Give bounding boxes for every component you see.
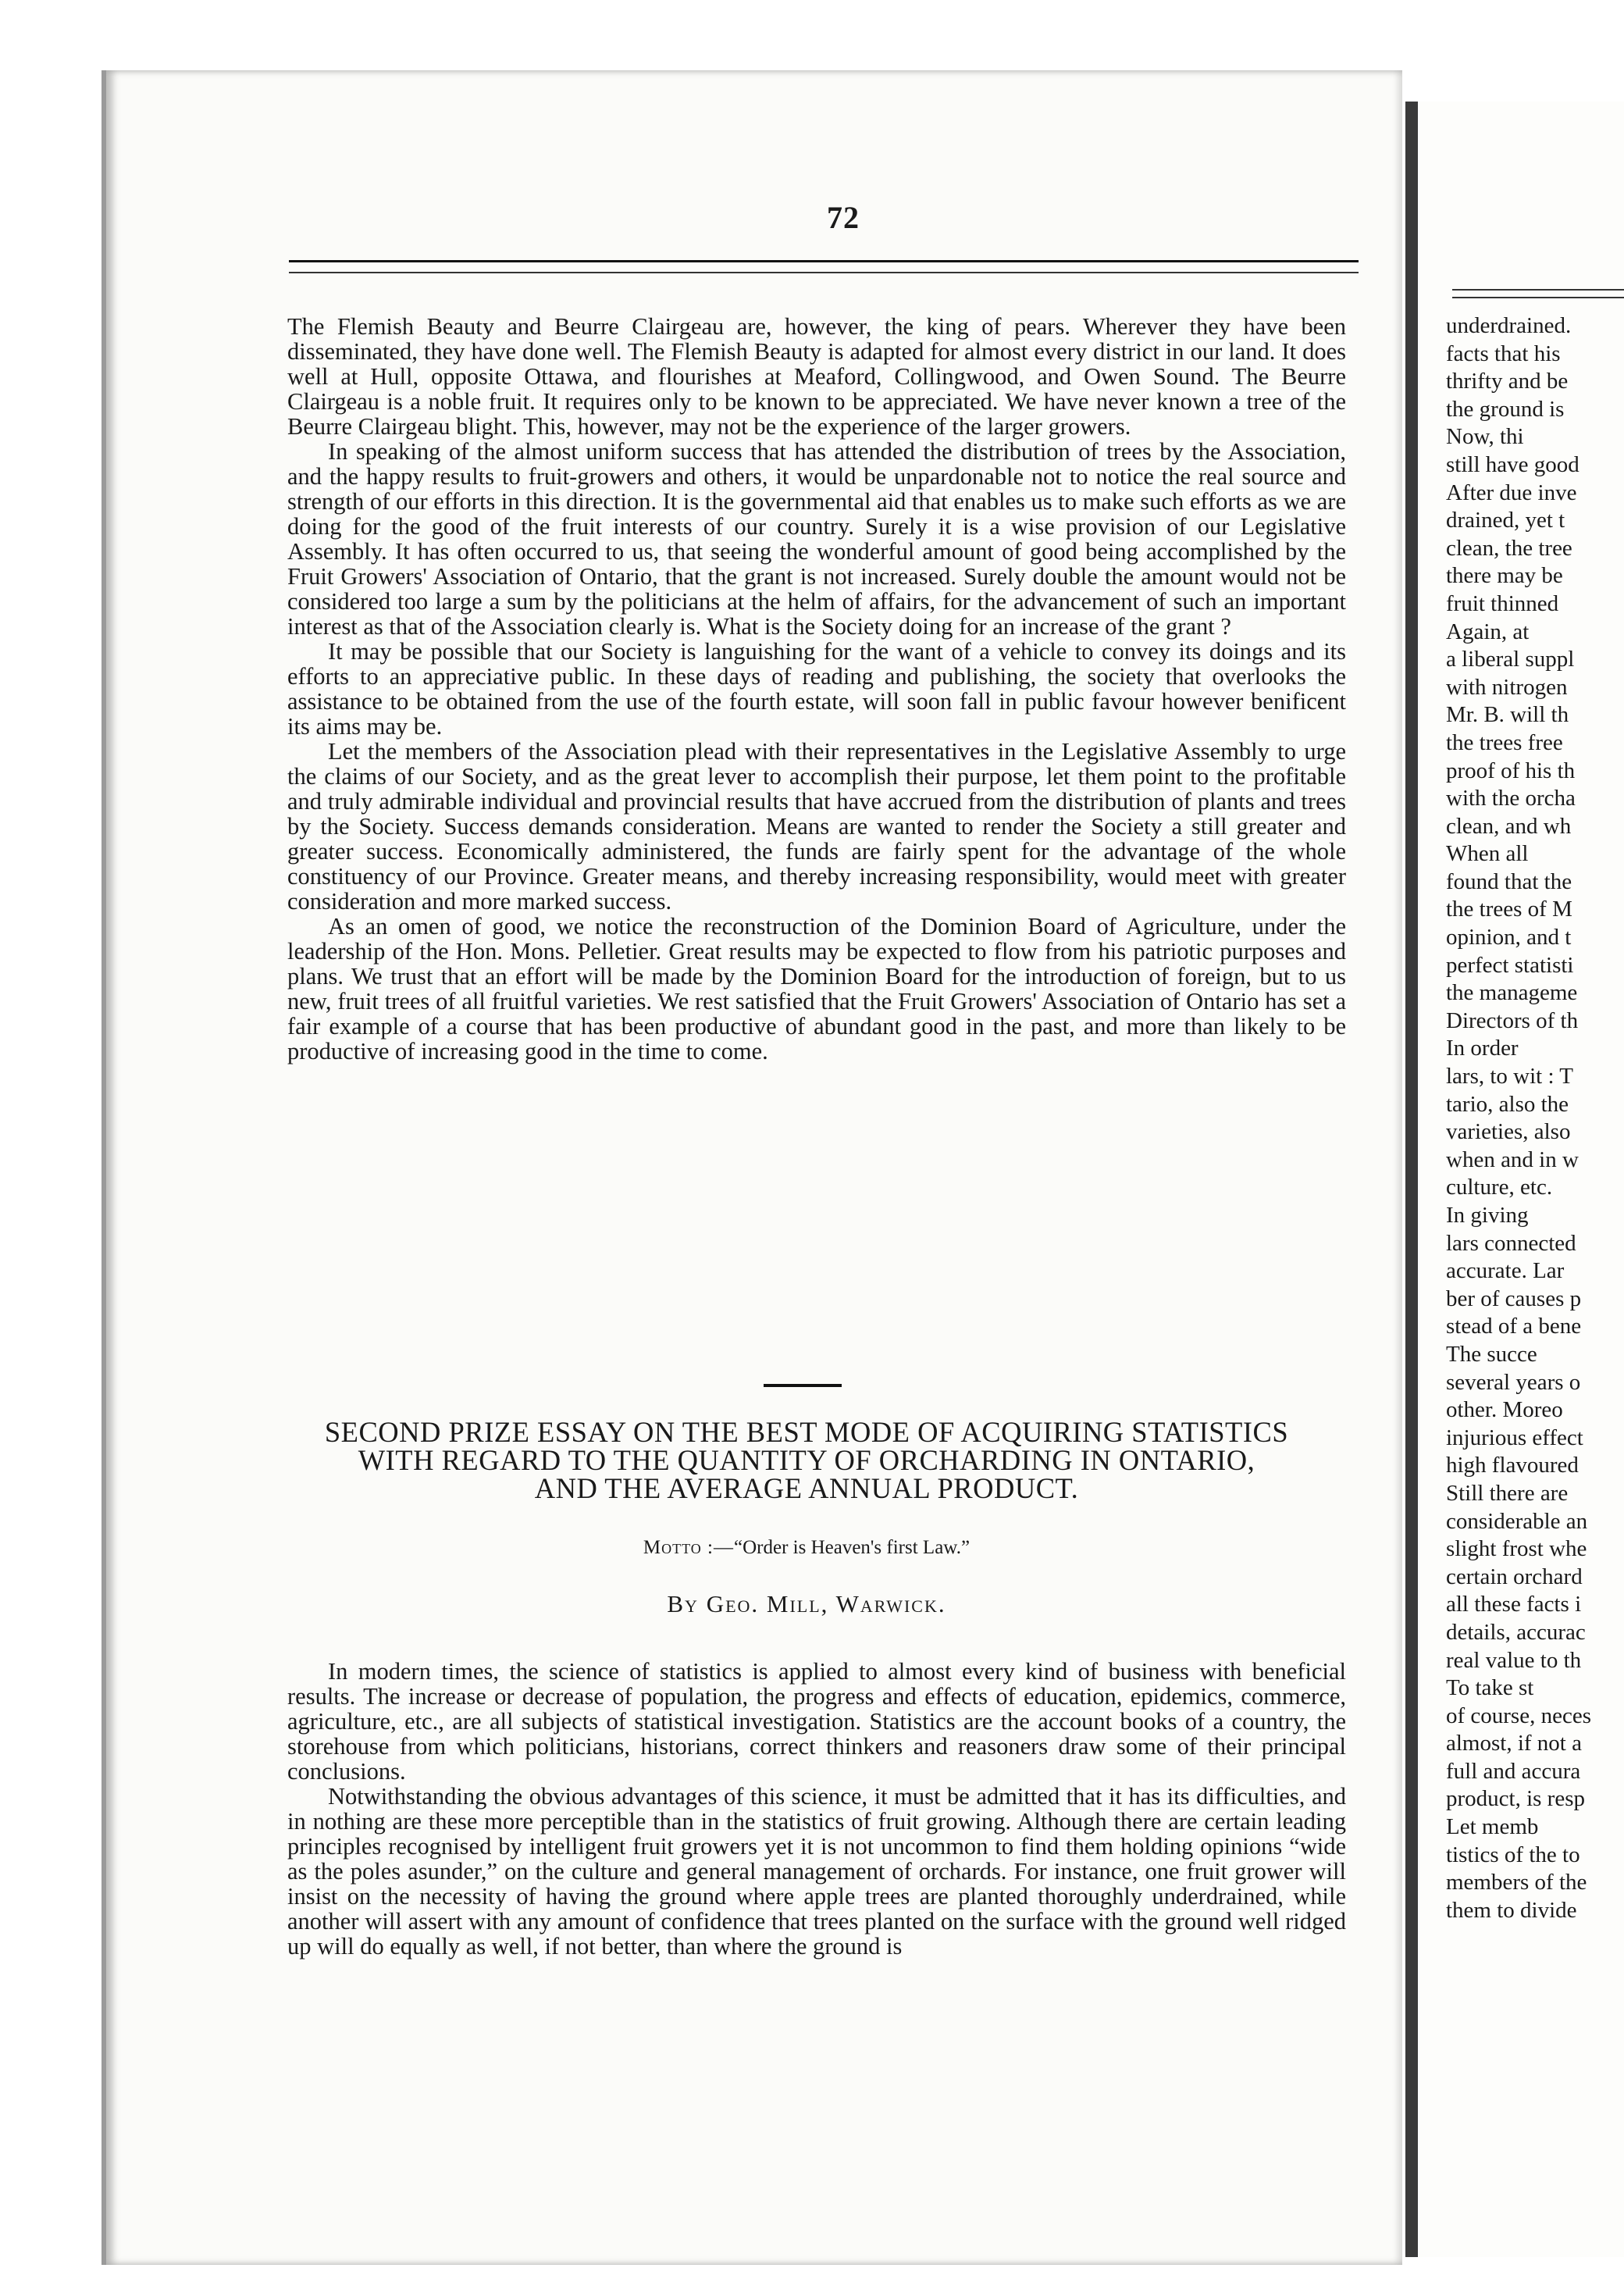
right-page-line: tistics of the to bbox=[1446, 1842, 1580, 1867]
right-page-line: Still there are bbox=[1446, 1480, 1569, 1506]
essay-title-line: AND THE AVERAGE ANNUAL PRODUCT. bbox=[534, 1472, 1079, 1504]
right-page-line: certain orchard bbox=[1446, 1564, 1583, 1589]
right-page-line: clean, and wh bbox=[1446, 813, 1572, 839]
page-number: 72 bbox=[827, 200, 860, 235]
byline: By Geo. Mill, Warwick. bbox=[667, 1590, 946, 1617]
right-page-line: facts that his bbox=[1446, 341, 1561, 366]
right-page-line: proof of his th bbox=[1446, 758, 1576, 783]
right-page-line: members of the bbox=[1446, 1870, 1587, 1895]
right-page-line: After due inve bbox=[1446, 480, 1577, 505]
right-page-line: full and accura bbox=[1446, 1758, 1581, 1784]
right-page-line: still have good bbox=[1446, 451, 1579, 477]
right-page-line: high flavoured bbox=[1446, 1453, 1579, 1478]
right-page-text bbox=[1446, 312, 1624, 1924]
right-page-line: when and in w bbox=[1446, 1146, 1579, 1172]
right-page-line: When all bbox=[1446, 841, 1529, 867]
right-page-line: there may be bbox=[1446, 563, 1563, 589]
right-page bbox=[1405, 102, 1624, 2257]
right-page-line: lars connected bbox=[1446, 1230, 1576, 1256]
motto bbox=[264, 1537, 1349, 1559]
right-page-line: found that the bbox=[1446, 868, 1572, 894]
right-page-line: clean, the tree bbox=[1446, 535, 1572, 561]
right-page-line: Directors of th bbox=[1446, 1007, 1579, 1033]
right-page-line: other. Moreo bbox=[1446, 1397, 1563, 1423]
right-page-line: varieties, also bbox=[1446, 1119, 1571, 1145]
right-page-line: all these facts i bbox=[1446, 1592, 1582, 1617]
right-page-line: Again, at bbox=[1446, 619, 1530, 644]
right-page-line: real value to th bbox=[1446, 1647, 1582, 1673]
right-page-line: ber of causes p bbox=[1446, 1286, 1582, 1311]
right-page-line: of course, neces bbox=[1446, 1703, 1591, 1728]
header-double-rule bbox=[289, 260, 1359, 273]
right-page-line: considerable an bbox=[1446, 1508, 1588, 1534]
right-page-line: perfect statisti bbox=[1446, 952, 1574, 978]
essay-body bbox=[287, 1659, 1346, 1959]
paragraph: The Flemish Beauty and Beurre Clairgeau are, however, the king of pears. Wherever they have been disseminated, they have done well. The Flemish Beauty is adapted for almost every district in our land. It does well at Hull, opposite Ottawa, and flourishes at Meaford, Collingwood, and Owen Sound. The Beurre Clairgeau is a noble fruit. It requires only to be known to be appreciated. We have never known a tree of the Beurre Clairgeau blight. This, however, may not be the experience of the larger growers. bbox=[287, 313, 1346, 440]
paragraph: As an omen of good, we notice the reconstruction of the Dominion Board of Agriculture, under the leadership of the Hon. Mons. Pelletier. Great results may be expected to flow from his patriotic purposes and plans. We trust that an effort will be made by the Dominion Board for the introduction of foreign, but to us new, fruit trees of all fruitful varieties. We rest satisfied that the Fruit Growers' Association of Ontario has set a fair example of a course that has been productive of abundant good in the past, and more than likely to be productive of increasing good in the time to come. bbox=[287, 913, 1346, 1064]
right-page-line: them to divide bbox=[1446, 1897, 1577, 1923]
right-page-line: the trees free bbox=[1446, 729, 1563, 755]
right-page-line: the manageme bbox=[1446, 980, 1578, 1006]
paragraph: In modern times, the science of statistics is applied to almost every kind of business with beneficial results. The increase or decrease of population, the progress and effects of education, epidemics, commerce, agriculture, etc., are all subjects of statistical investigation. Statistics are the account books of a country, the storehouse from which politicians, historians, correct thinkers and reasoners draw some of their principal conclusions. bbox=[287, 1658, 1346, 1785]
right-page-line: Mr. B. will th bbox=[1446, 702, 1569, 728]
right-page-line: the trees of M bbox=[1446, 897, 1572, 922]
right-page-line: Let memb bbox=[1446, 1814, 1539, 1840]
right-page-line: lars, to wit : T bbox=[1446, 1064, 1573, 1089]
right-page-line: In order bbox=[1446, 1036, 1519, 1061]
right-page-line: stead of a bene bbox=[1446, 1314, 1582, 1339]
right-page-line: fruit thinned bbox=[1446, 590, 1559, 616]
right-page-line: accurate. Lar bbox=[1446, 1258, 1565, 1284]
right-page-line: thrifty and be bbox=[1446, 369, 1569, 394]
paragraph: Notwithstanding the obvious advantages of this science, it must be admitted that it has its difficulties, and in nothing are these more perceptible than in the statistics of fruit growing. Although there are certain leading principles recognised by intelligent fruit growers yet it is not uncommon to find them holding opinions “wide as the poles asunder,” on the culture and general management of orchards. For instance, one fruit grower will insist on the necessity of having the ground where apple trees are planted thoroughly underdrained, while another will assert with any amount of confidence that trees planted on the surface with the ground well ridged up will do equally as well, if not better, than where the ground is bbox=[287, 1783, 1346, 1960]
right-page-line: drained, yet t bbox=[1446, 508, 1565, 533]
right-page-line: tario, also the bbox=[1446, 1091, 1569, 1117]
paragraph: It may be possible that our Society is languishing for the want of a vehicle to convey its doings and its efforts to an appreciative public. In these days of reading and publishing, the society that overlooks the assistance to be obtained from the use of the fourth estate, will soon fall in public favour however benificent its aims may be. bbox=[287, 638, 1346, 740]
right-page-line: slight frost whe bbox=[1446, 1536, 1587, 1562]
right-page-line: injurious effect bbox=[1446, 1425, 1583, 1450]
right-page-line: product, is resp bbox=[1446, 1786, 1585, 1812]
right-page-line: the ground is bbox=[1446, 396, 1565, 422]
right-page-line: In giving bbox=[1446, 1203, 1529, 1228]
right-page-line: with the orcha bbox=[1446, 786, 1576, 811]
paragraph: In speaking of the almost uniform success that has attended the distribution of trees by the Association, and the happy results to fruit-growers and others, it would be unpardonable not to notice the real source and strength of our efforts in this direction. It is the governmental aid that enables us to make such efforts as we are doing for the good of the fruit interests of our country. Surely it is a wise provision of our Legislative Assembly. It has often occurred to us, that seeing the wonderful amount of good being accomplished by the Fruit Growers' Association of Ontario, that the grant is not increased. Surely double the amount would not be considered too large a sum by the politicians at the helm of affairs, for the advancement of such an important interest as that of the Association clearly is. What is the Society doing for an increase of the grant ? bbox=[287, 438, 1346, 640]
essay-title-line: WITH REGARD TO THE QUANTITY OF ORCHARDING IN ONTARIO, bbox=[358, 1444, 1255, 1476]
motto-label: Motto :— bbox=[643, 1537, 734, 1558]
right-page-line: a liberal suppl bbox=[1446, 647, 1575, 672]
right-page-line: Now, thi bbox=[1446, 424, 1524, 450]
right-page-line: underdrained. bbox=[1446, 313, 1572, 338]
right-page-line: culture, etc. bbox=[1446, 1175, 1553, 1200]
right-page-line: opinion, and t bbox=[1446, 925, 1572, 950]
section-divider bbox=[764, 1384, 842, 1387]
right-page-line: details, accurac bbox=[1446, 1619, 1586, 1645]
right-page-line: with nitrogen bbox=[1446, 674, 1568, 700]
motto-text: “Order is Heaven's first Law.” bbox=[734, 1537, 970, 1558]
right-page-line: To take st bbox=[1446, 1675, 1534, 1701]
right-page-line: The succe bbox=[1446, 1341, 1537, 1367]
article-body-top bbox=[287, 314, 1346, 1064]
essay-title bbox=[264, 1418, 1349, 1503]
right-header-rule bbox=[1452, 289, 1624, 298]
paragraph: Let the members of the Association plead with their representatives in the Legislative Assembly to urge the claims of our Society, and as the great lever to accomplish their purpose, let them point to the profitable and truly admirable individual and provincial results that have accrued from the distribution of plants and trees by the Society. Success demands consideration. Means are wanted to render the Society a still greater and greater success. Economically administered, the funds are fairly spent for the advantage of the whole constituency of our Province. Greater means, and thereby increasing responsibility, would meet with greater consideration and more marked success. bbox=[287, 738, 1346, 915]
essay-title-line: SECOND PRIZE ESSAY ON THE BEST MODE OF ACQUIRING STATISTICS bbox=[324, 1416, 1289, 1448]
right-page-line: several years o bbox=[1446, 1369, 1581, 1395]
right-page-line: almost, if not a bbox=[1446, 1731, 1582, 1756]
